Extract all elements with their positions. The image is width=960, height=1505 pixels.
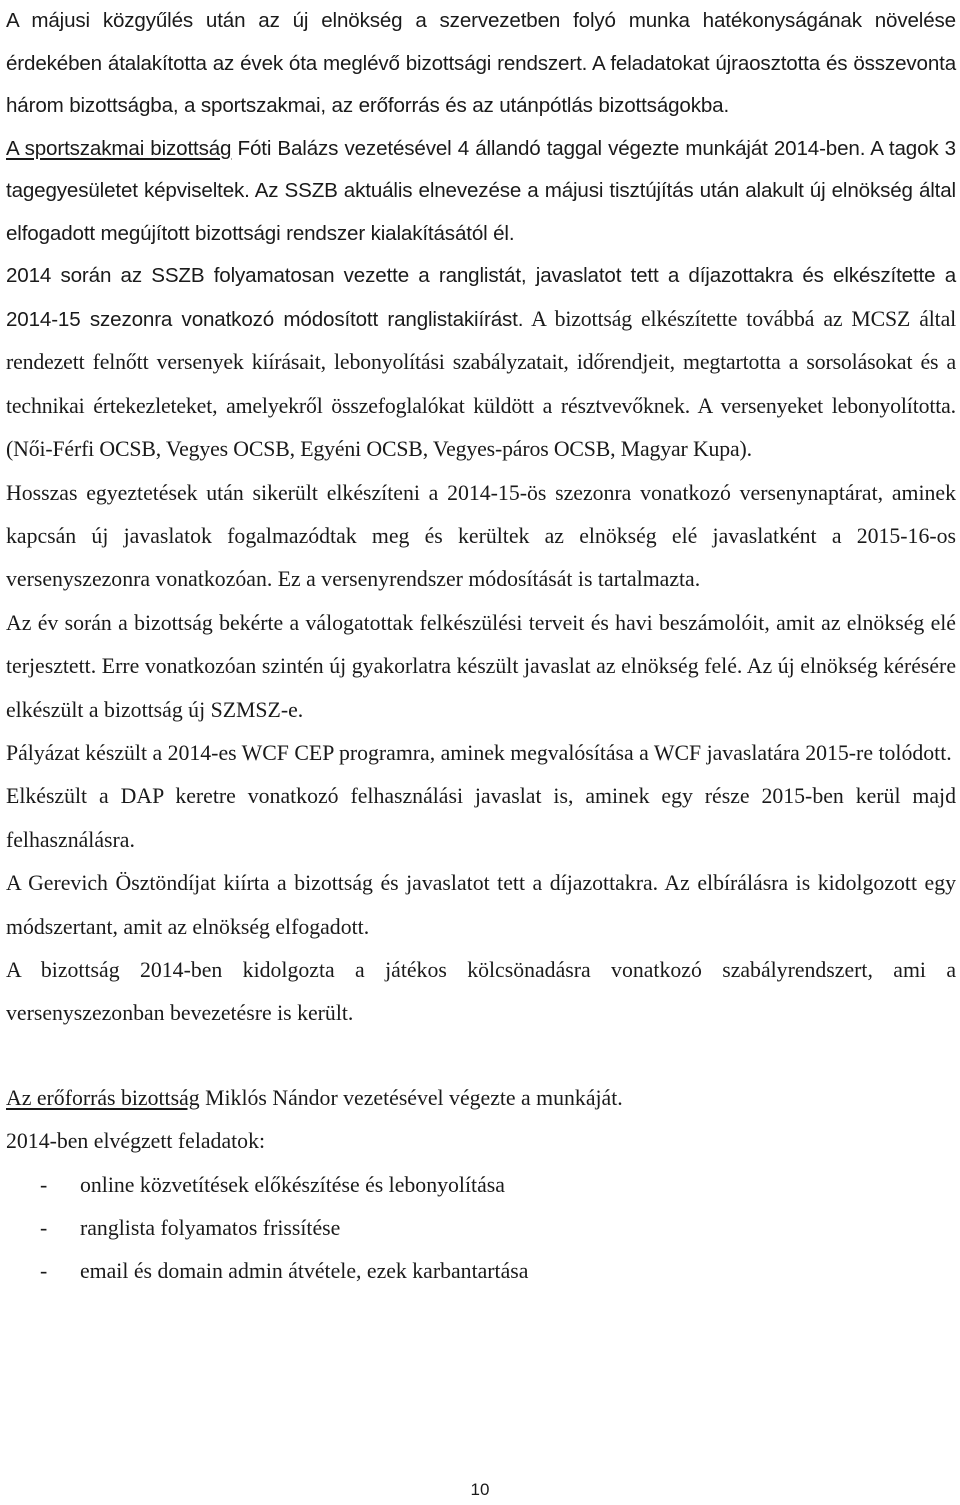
paragraph-gerevich (6, 862, 956, 949)
paragraph-text: 2014-ben elvégzett feladatok: (6, 1129, 266, 1154)
paragraph-text: Az év során a bizottság bekérte a válogatottak felkészülési terveit és havi beszámolóit, amit az elnökség elé terjesztett. Erre vonatkozóan szintén új gyakorlatra készült javaslat az elnökség felé. Az új elnökség kérésére elkészült a bizottság új SZMSZ-e. (6, 610, 956, 722)
paragraph-text: A bizottság elkészítette továbbá az MCSZ által rendezett felnőtt versenyek kiírásait, lebonyolítási szabályzatait, időrendjeit, megtartotta a sorsolásokat és a technikai értekezleteket, amelyekről összefoglalókat küldött a résztvevőknek. A versenyeket lebonyolította. (Női-Férfi OCSB, Vegyes OCSB, Egyéni OCSB, Vegyes-páros OCSB, Magyar Kupa). (6, 306, 956, 461)
paragraph-player-loan (6, 949, 956, 1036)
paragraph-resource-committee (6, 1077, 956, 1120)
list-item-text: online közvetítések előkészítése és lebonyolítása (80, 1172, 505, 1197)
resource-committee-heading: Az erőforrás bizottság (6, 1085, 200, 1110)
paragraph-ranking-work (6, 255, 956, 472)
paragraph-text: A májusi közgyűlés után az új elnökség a szervezetben folyó munka hatékonyságának növelése érdekében átalakította az évek óta meglévő bizottsági rendszert. A feladatokat újraosztotta és összevonta három bizottságba, a sportszakmai, az erőforrás és az utánpótlás bizottságokba. (6, 9, 956, 117)
list-item (6, 1250, 956, 1293)
paragraph-tasks-intro (6, 1120, 956, 1163)
paragraph-text: Pályázat készült a 2014-es WCF CEP programra, aminek megvalósítása a WCF javaslatára 2015-re tolódott. (6, 740, 952, 765)
sports-committee-heading: A sportszakmai bizottság (6, 136, 232, 160)
paragraph-text: Az SSZB aktuális elnevezése a májusi tisztújítás után alakult új elnökség által elfogadott megújított bizottsági rendszer kialakításától él. (6, 179, 956, 245)
task-list (6, 1164, 956, 1294)
paragraph-text: A Gerevich Ösztöndíjat kiírta a bizottság és javaslatot tett a díjazottakra. Az elbírálásra is kidolgozott egy módszertant, amit az elnökség elfogadott. (6, 871, 956, 939)
paragraph-text: Miklós Nándor vezetésével végezte a munkáját. (199, 1085, 623, 1110)
list-item (6, 1207, 956, 1250)
list-item-text: email és domain admin átvétele, ezek karbantartása (80, 1259, 529, 1284)
dash-marker: - (40, 1172, 48, 1197)
paragraph-dap (6, 775, 956, 862)
dash-marker: - (40, 1216, 48, 1240)
paragraph-committee-restructure (6, 0, 956, 128)
dash-marker: - (40, 1259, 48, 1284)
paragraph-text: Fóti Balázs vezetésével 4 állandó taggal végezte munkáját 2014-ben. A tagok 3 tagegyesületet képviseltek. (6, 136, 956, 202)
paragraph-sports-committee (6, 128, 956, 256)
paragraph-text: Elkészült a DAP keretre vonatkozó felhasználási javaslat is, aminek egy része 2015-ben kerül majd felhasználásra. (6, 784, 956, 852)
paragraph-text: Hosszas egyeztetések után sikerült elkészíteni a 2014-15-ös szezonra vonatkozó versenynaptárat, aminek kapcsán új javaslatok fogalmazódtak meg és kerültek az elnökség elé javaslatként a 2015-16-os versenyszezonra vonatkozóan. Ez a versenyrendszer módosítását is tartalmazta. (6, 480, 956, 592)
paragraph-text: A bizottság 2014-ben kidolgozta a játékos kölcsönadásra vonatkozó szabályrendszert, ami a versenyszezonban bevezetésre is került. (6, 957, 956, 1026)
paragraph-wcf-cep (6, 732, 956, 775)
paragraph-calendar (6, 472, 956, 602)
paragraph-text: 2014 során az SSZB folyamatosan vezette a ranglistát, javaslatot tett a díjazottakra és elkészítette a 2014-15 szezonra vonatkozó módosított ranglistakiírást. (6, 264, 956, 331)
paragraph-national-teams (6, 602, 956, 732)
paragraph-spacer (6, 1036, 956, 1077)
page-number: 10 (470, 1480, 490, 1499)
list-item (6, 1164, 956, 1207)
list-item-text: ranglista folyamatos frissítése (80, 1216, 341, 1240)
document-page (6, 0, 956, 1294)
